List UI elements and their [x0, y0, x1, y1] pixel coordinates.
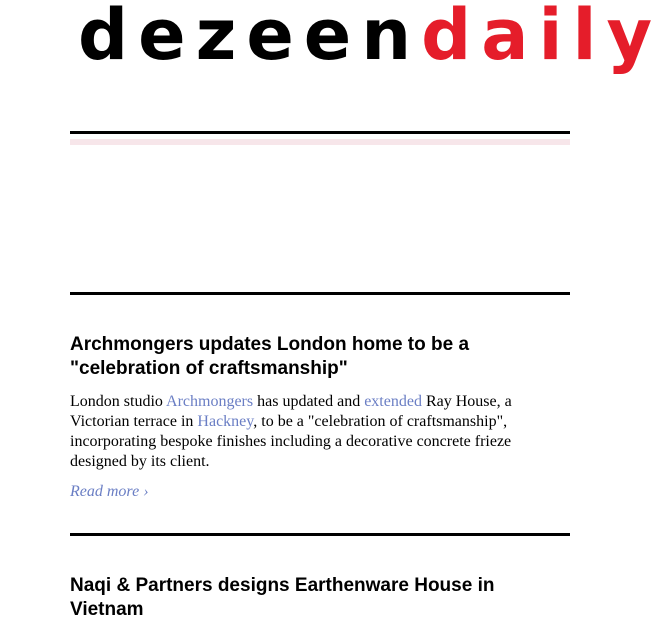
article-title[interactable]: Archmongers updates London home to be a "celebration of craftsmanship" [70, 334, 470, 379]
newsletter-content [70, 0, 662, 622]
article-summary: London studio Archmongers has updated and extended Ray House, a Victorian terrace in Hackney, to be a "celebration of craftsmanship", incorporating bespoke finishes including a decorative concrete frieze designed by its client. [70, 393, 512, 470]
link-archmongers[interactable]: Archmongers [166, 393, 254, 410]
blank-banner-area [70, 145, 570, 292]
dezeen-daily-logo[interactable] [78, 0, 662, 76]
article-title[interactable]: Naqi & Partners designs Earthenware House in Vietnam [70, 575, 495, 620]
logo-word-dezeen: dezeen [78, 0, 422, 76]
masthead[interactable] [70, 0, 662, 76]
link-extended[interactable]: extended [364, 393, 422, 410]
read-more-link[interactable]: Read more › [70, 483, 149, 500]
link-hackney[interactable]: Hackney [197, 413, 254, 430]
logo-word-daily: daily [421, 0, 662, 76]
